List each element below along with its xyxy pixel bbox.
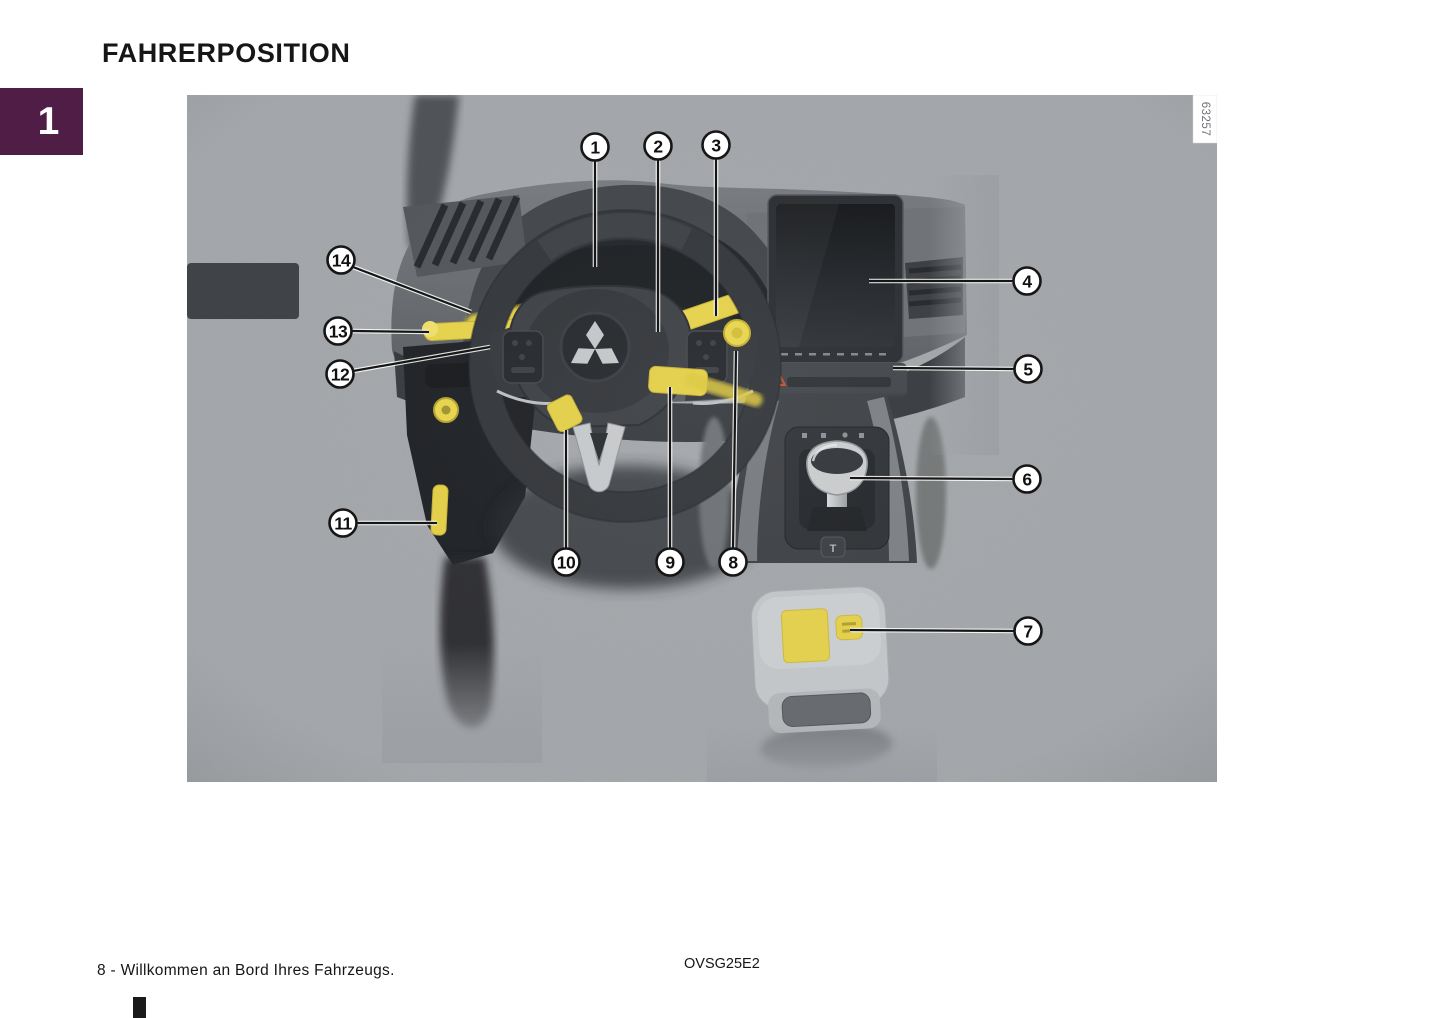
page-title: FAHRERPOSITION — [102, 38, 351, 68]
svg-text:4: 4 — [1022, 271, 1032, 292]
svg-text:1: 1 — [590, 137, 600, 158]
svg-text:2: 2 — [653, 136, 663, 157]
svg-text:6: 6 — [1022, 469, 1032, 490]
print-registration-mark — [133, 997, 146, 1018]
svg-text:7: 7 — [1023, 621, 1033, 642]
svg-text:3: 3 — [711, 135, 721, 156]
svg-text:12: 12 — [330, 364, 350, 385]
photo-number-label — [1193, 95, 1217, 143]
svg-text:14: 14 — [331, 250, 351, 271]
photo-number: 63257 — [1199, 101, 1211, 137]
chapter-number: 1 — [37, 99, 60, 143]
photo-vignette — [187, 95, 1217, 782]
footer-page-reference: 8 - Willkommen an Bord Ihres Fahrzeugs. — [97, 962, 395, 979]
dashboard-illustration — [187, 95, 1217, 782]
svg-text:11: 11 — [334, 513, 352, 534]
svg-text:9: 9 — [665, 552, 675, 573]
dashboard-photo — [187, 95, 1217, 782]
svg-text:13: 13 — [328, 321, 348, 342]
svg-text:8: 8 — [728, 552, 738, 573]
svg-text:10: 10 — [556, 552, 576, 573]
chapter-badge — [0, 88, 83, 155]
document-code: OVSG25E2 — [684, 956, 760, 972]
svg-text:5: 5 — [1023, 359, 1033, 380]
